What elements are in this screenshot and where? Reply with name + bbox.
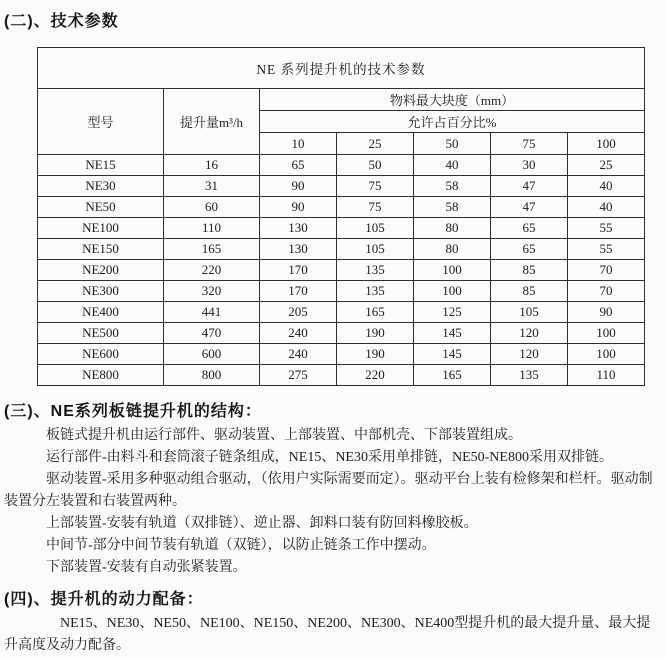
size-col-25: 25 xyxy=(337,133,414,155)
value-cell: 58 xyxy=(414,197,491,218)
col-header-percent: 允许占百分比% xyxy=(260,111,645,133)
value-cell: 105 xyxy=(337,239,414,260)
size-col-100: 100 xyxy=(568,133,645,155)
capacity-cell: 165 xyxy=(164,239,260,260)
col-header-lump-size: 物料最大块度（mm） xyxy=(260,89,645,111)
value-cell: 145 xyxy=(414,323,491,344)
value-cell: 130 xyxy=(260,218,337,239)
model-cell: NE50 xyxy=(38,197,164,218)
value-cell: 58 xyxy=(414,176,491,197)
value-cell: 75 xyxy=(337,197,414,218)
structure-paragraph-drive-device: 驱动装置-采用多种驱动组合驱动，（依用户实际需要而定）。驱动平台上装有检修架和栏杆。驱动制装置分左装置和右装置两种。 xyxy=(4,472,653,509)
table-row-ne400 xyxy=(38,302,645,323)
model-cell: NE600 xyxy=(38,344,164,365)
value-cell: 240 xyxy=(260,323,337,344)
col-header-capacity: 提升量m³/h xyxy=(164,89,260,155)
model-cell: NE200 xyxy=(38,260,164,281)
value-cell: 85 xyxy=(491,281,568,302)
value-cell: 90 xyxy=(260,197,337,218)
table-row-ne50 xyxy=(38,197,645,218)
structure-paragraph-overview: 板链式提升机由运行部件、驱动装置、上部装置、中部机壳、下部装置组成。 xyxy=(46,428,522,443)
value-cell: 190 xyxy=(337,323,414,344)
value-cell: 100 xyxy=(568,344,645,365)
table-row-ne300 xyxy=(38,281,645,302)
value-cell: 40 xyxy=(568,197,645,218)
size-col-50: 50 xyxy=(414,133,491,155)
value-cell: 120 xyxy=(491,344,568,365)
capacity-cell: 600 xyxy=(164,344,260,365)
model-cell: NE500 xyxy=(38,323,164,344)
value-cell: 105 xyxy=(337,218,414,239)
value-cell: 65 xyxy=(491,239,568,260)
value-cell: 80 xyxy=(414,218,491,239)
value-cell: 70 xyxy=(568,260,645,281)
value-cell: 135 xyxy=(337,260,414,281)
table-row-ne30 xyxy=(38,176,645,197)
capacity-cell: 470 xyxy=(164,323,260,344)
col-header-model: 型号 xyxy=(38,89,164,155)
value-cell: 55 xyxy=(568,218,645,239)
table-row-ne600 xyxy=(38,344,645,365)
value-cell: 135 xyxy=(337,281,414,302)
capacity-cell: 16 xyxy=(164,155,260,176)
value-cell: 90 xyxy=(568,302,645,323)
value-cell: 70 xyxy=(568,281,645,302)
model-cell: NE30 xyxy=(38,176,164,197)
value-cell: 100 xyxy=(568,323,645,344)
value-cell: 85 xyxy=(491,260,568,281)
capacity-cell: 220 xyxy=(164,260,260,281)
tech-params-table xyxy=(37,47,645,386)
structure-paragraph-lower-device: 下部装置-安装有自动张紧装置。 xyxy=(46,560,247,575)
capacity-cell: 31 xyxy=(164,176,260,197)
section-3-heading: (三)、NE系列板链提升机的结构： xyxy=(4,403,262,420)
value-cell: 205 xyxy=(260,302,337,323)
section-4-heading: (四)、提升机的动力配备： xyxy=(4,591,204,608)
value-cell: 50 xyxy=(337,155,414,176)
table-row-ne200 xyxy=(38,260,645,281)
value-cell: 170 xyxy=(260,281,337,302)
value-cell: 125 xyxy=(414,302,491,323)
value-cell: 47 xyxy=(491,176,568,197)
model-cell: NE400 xyxy=(38,302,164,323)
value-cell: 135 xyxy=(491,365,568,386)
model-cell: NE800 xyxy=(38,365,164,386)
table-row-ne100 xyxy=(38,218,645,239)
model-cell: NE300 xyxy=(38,281,164,302)
model-cell: NE150 xyxy=(38,239,164,260)
table-row-ne150 xyxy=(38,239,645,260)
value-cell: 165 xyxy=(414,365,491,386)
capacity-cell: 60 xyxy=(164,197,260,218)
table-row-ne800 xyxy=(38,365,645,386)
value-cell: 190 xyxy=(337,344,414,365)
value-cell: 75 xyxy=(337,176,414,197)
capacity-cell: 110 xyxy=(164,218,260,239)
power-config-paragraph: NE15、NE30、NE50、NE100、NE150、NE200、NE300、NE400型提升机的最大提升量、最大提升高度及动力配备。 xyxy=(4,616,651,653)
value-cell: 90 xyxy=(260,176,337,197)
value-cell: 100 xyxy=(414,281,491,302)
capacity-cell: 441 xyxy=(164,302,260,323)
value-cell: 145 xyxy=(414,344,491,365)
table-row-ne500 xyxy=(38,323,645,344)
capacity-cell: 800 xyxy=(164,365,260,386)
value-cell: 120 xyxy=(491,323,568,344)
size-col-75: 75 xyxy=(491,133,568,155)
value-cell: 80 xyxy=(414,239,491,260)
value-cell: 220 xyxy=(337,365,414,386)
table-title: NE 系列提升机的技术参数 xyxy=(38,48,645,89)
value-cell: 47 xyxy=(491,197,568,218)
value-cell: 55 xyxy=(568,239,645,260)
value-cell: 40 xyxy=(568,176,645,197)
value-cell: 30 xyxy=(491,155,568,176)
value-cell: 100 xyxy=(414,260,491,281)
value-cell: 65 xyxy=(260,155,337,176)
table-row-ne15 xyxy=(38,155,645,176)
value-cell: 240 xyxy=(260,344,337,365)
value-cell: 40 xyxy=(414,155,491,176)
value-cell: 25 xyxy=(568,155,645,176)
value-cell: 65 xyxy=(491,218,568,239)
value-cell: 170 xyxy=(260,260,337,281)
structure-paragraph-upper-device: 上部装置-安装有轨道（双排链）、逆止器、卸料口装有防回料橡胶板。 xyxy=(46,516,478,531)
value-cell: 110 xyxy=(568,365,645,386)
table-title-row xyxy=(38,48,645,89)
model-cell: NE100 xyxy=(38,218,164,239)
structure-paragraph-running-parts: 运行部件-由料斗和套筒滚子链条组成，NE15、NE30采用单排链，NE50-NE800采用双排链。 xyxy=(46,450,613,465)
section-2-heading: (二)、技术参数 xyxy=(4,13,119,30)
value-cell: 105 xyxy=(491,302,568,323)
value-cell: 165 xyxy=(337,302,414,323)
value-cell: 275 xyxy=(260,365,337,386)
structure-paragraph-middle-section: 中间节-部分中间节装有轨道（双链），以防止链条工作中摆动。 xyxy=(46,538,436,553)
value-cell: 130 xyxy=(260,239,337,260)
model-cell: NE15 xyxy=(38,155,164,176)
table-header-row-1 xyxy=(38,89,645,111)
size-col-10: 10 xyxy=(260,133,337,155)
capacity-cell: 320 xyxy=(164,281,260,302)
